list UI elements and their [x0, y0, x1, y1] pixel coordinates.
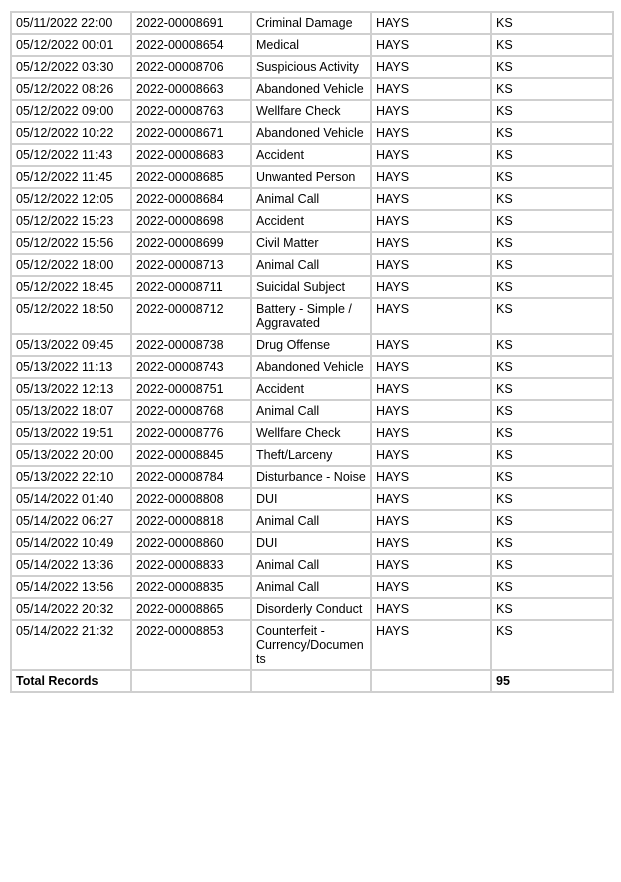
- case-number-cell: 2022-00008835: [131, 576, 251, 598]
- state-cell: KS: [491, 510, 613, 532]
- incident-type-cell: Accident: [251, 210, 371, 232]
- state-cell: KS: [491, 334, 613, 356]
- case-number-cell: 2022-00008663: [131, 78, 251, 100]
- table-row: [11, 510, 613, 532]
- city-cell: HAYS: [371, 576, 491, 598]
- table-row: [11, 166, 613, 188]
- state-cell: KS: [491, 400, 613, 422]
- state-cell: KS: [491, 12, 613, 34]
- incident-type-cell: Animal Call: [251, 188, 371, 210]
- table-row: [11, 576, 613, 598]
- state-cell: KS: [491, 598, 613, 620]
- city-cell: HAYS: [371, 488, 491, 510]
- date-time-cell: 05/11/2022 22:00: [11, 12, 131, 34]
- case-number-cell: 2022-00008712: [131, 298, 251, 334]
- city-cell: HAYS: [371, 466, 491, 488]
- case-number-cell: 2022-00008808: [131, 488, 251, 510]
- date-time-cell: 05/12/2022 18:50: [11, 298, 131, 334]
- table-row: [11, 34, 613, 56]
- incident-type-cell: Animal Call: [251, 400, 371, 422]
- date-time-cell: 05/12/2022 11:43: [11, 144, 131, 166]
- city-cell: HAYS: [371, 188, 491, 210]
- table-row: [11, 466, 613, 488]
- state-cell: KS: [491, 576, 613, 598]
- city-cell: HAYS: [371, 378, 491, 400]
- incident-type-cell: DUI: [251, 488, 371, 510]
- total-records-value: 95: [491, 670, 613, 692]
- table-row: [11, 400, 613, 422]
- incident-type-cell: Suspicious Activity: [251, 56, 371, 78]
- state-cell: KS: [491, 232, 613, 254]
- city-cell: HAYS: [371, 210, 491, 232]
- state-cell: KS: [491, 276, 613, 298]
- date-time-cell: 05/12/2022 09:00: [11, 100, 131, 122]
- state-cell: KS: [491, 144, 613, 166]
- total-records-label: Total Records: [11, 670, 131, 692]
- case-number-cell: 2022-00008699: [131, 232, 251, 254]
- case-number-cell: 2022-00008706: [131, 56, 251, 78]
- city-cell: HAYS: [371, 144, 491, 166]
- case-number-cell: 2022-00008833: [131, 554, 251, 576]
- state-cell: KS: [491, 78, 613, 100]
- city-cell: HAYS: [371, 122, 491, 144]
- case-number-cell: 2022-00008865: [131, 598, 251, 620]
- city-cell: HAYS: [371, 232, 491, 254]
- case-number-cell: 2022-00008711: [131, 276, 251, 298]
- table-row: [11, 356, 613, 378]
- state-cell: KS: [491, 188, 613, 210]
- date-time-cell: 05/13/2022 11:13: [11, 356, 131, 378]
- case-number-cell: 2022-00008853: [131, 620, 251, 670]
- table-row: [11, 254, 613, 276]
- incident-log-table: [10, 11, 614, 693]
- state-cell: KS: [491, 122, 613, 144]
- date-time-cell: 05/12/2022 18:45: [11, 276, 131, 298]
- city-cell: HAYS: [371, 356, 491, 378]
- state-cell: KS: [491, 34, 613, 56]
- date-time-cell: 05/12/2022 00:01: [11, 34, 131, 56]
- date-time-cell: 05/13/2022 09:45: [11, 334, 131, 356]
- date-time-cell: 05/13/2022 20:00: [11, 444, 131, 466]
- date-time-cell: 05/13/2022 18:07: [11, 400, 131, 422]
- incident-type-cell: Disorderly Conduct: [251, 598, 371, 620]
- case-number-cell: 2022-00008743: [131, 356, 251, 378]
- table-row: [11, 210, 613, 232]
- case-number-cell: 2022-00008691: [131, 12, 251, 34]
- incident-type-cell: Animal Call: [251, 554, 371, 576]
- total-records-row: [11, 670, 613, 692]
- state-cell: KS: [491, 100, 613, 122]
- table-row: [11, 298, 613, 334]
- city-cell: HAYS: [371, 78, 491, 100]
- case-number-cell: 2022-00008684: [131, 188, 251, 210]
- table-row: [11, 378, 613, 400]
- state-cell: KS: [491, 210, 613, 232]
- state-cell: KS: [491, 466, 613, 488]
- incident-type-cell: Accident: [251, 378, 371, 400]
- date-time-cell: 05/14/2022 20:32: [11, 598, 131, 620]
- case-number-cell: 2022-00008768: [131, 400, 251, 422]
- date-time-cell: 05/12/2022 08:26: [11, 78, 131, 100]
- city-cell: HAYS: [371, 400, 491, 422]
- city-cell: HAYS: [371, 34, 491, 56]
- state-cell: KS: [491, 254, 613, 276]
- table-row: [11, 488, 613, 510]
- state-cell: KS: [491, 488, 613, 510]
- city-cell: HAYS: [371, 510, 491, 532]
- city-cell: HAYS: [371, 532, 491, 554]
- empty-cell: [251, 670, 371, 692]
- date-time-cell: 05/13/2022 19:51: [11, 422, 131, 444]
- table-row: [11, 620, 613, 670]
- city-cell: HAYS: [371, 422, 491, 444]
- incident-type-cell: Suicidal Subject: [251, 276, 371, 298]
- city-cell: HAYS: [371, 298, 491, 334]
- incident-type-cell: Criminal Damage: [251, 12, 371, 34]
- table-row: [11, 444, 613, 466]
- case-number-cell: 2022-00008685: [131, 166, 251, 188]
- city-cell: HAYS: [371, 12, 491, 34]
- date-time-cell: 05/12/2022 12:05: [11, 188, 131, 210]
- state-cell: KS: [491, 166, 613, 188]
- state-cell: KS: [491, 444, 613, 466]
- incident-type-cell: Unwanted Person: [251, 166, 371, 188]
- incident-type-cell: Battery - Simple / Aggravated: [251, 298, 371, 334]
- date-time-cell: 05/14/2022 10:49: [11, 532, 131, 554]
- table-row: [11, 422, 613, 444]
- incident-type-cell: Medical: [251, 34, 371, 56]
- table-row: [11, 188, 613, 210]
- date-time-cell: 05/14/2022 21:32: [11, 620, 131, 670]
- date-time-cell: 05/12/2022 11:45: [11, 166, 131, 188]
- date-time-cell: 05/12/2022 18:00: [11, 254, 131, 276]
- table-row: [11, 276, 613, 298]
- incident-type-cell: Disturbance - Noise: [251, 466, 371, 488]
- case-number-cell: 2022-00008671: [131, 122, 251, 144]
- table-row: [11, 12, 613, 34]
- table-row: [11, 232, 613, 254]
- date-time-cell: 05/12/2022 03:30: [11, 56, 131, 78]
- case-number-cell: 2022-00008776: [131, 422, 251, 444]
- table-row: [11, 56, 613, 78]
- incident-type-cell: DUI: [251, 532, 371, 554]
- city-cell: HAYS: [371, 334, 491, 356]
- case-number-cell: 2022-00008683: [131, 144, 251, 166]
- table-row: [11, 78, 613, 100]
- city-cell: HAYS: [371, 554, 491, 576]
- incident-log-body: [11, 12, 613, 670]
- case-number-cell: 2022-00008818: [131, 510, 251, 532]
- case-number-cell: 2022-00008654: [131, 34, 251, 56]
- table-row: [11, 554, 613, 576]
- date-time-cell: 05/13/2022 22:10: [11, 466, 131, 488]
- date-time-cell: 05/14/2022 13:56: [11, 576, 131, 598]
- case-number-cell: 2022-00008698: [131, 210, 251, 232]
- date-time-cell: 05/13/2022 12:13: [11, 378, 131, 400]
- table-row: [11, 144, 613, 166]
- date-time-cell: 05/12/2022 15:23: [11, 210, 131, 232]
- date-time-cell: 05/14/2022 13:36: [11, 554, 131, 576]
- city-cell: HAYS: [371, 620, 491, 670]
- state-cell: KS: [491, 620, 613, 670]
- case-number-cell: 2022-00008738: [131, 334, 251, 356]
- state-cell: KS: [491, 554, 613, 576]
- incident-type-cell: Animal Call: [251, 510, 371, 532]
- incident-type-cell: Theft/Larceny: [251, 444, 371, 466]
- incident-type-cell: Abandoned Vehicle: [251, 122, 371, 144]
- city-cell: HAYS: [371, 254, 491, 276]
- table-row: [11, 532, 613, 554]
- case-number-cell: 2022-00008751: [131, 378, 251, 400]
- incident-type-cell: Wellfare Check: [251, 422, 371, 444]
- empty-cell: [131, 670, 251, 692]
- incident-type-cell: Drug Offense: [251, 334, 371, 356]
- city-cell: HAYS: [371, 166, 491, 188]
- case-number-cell: 2022-00008784: [131, 466, 251, 488]
- incident-type-cell: Accident: [251, 144, 371, 166]
- incident-type-cell: Civil Matter: [251, 232, 371, 254]
- empty-cell: [371, 670, 491, 692]
- incident-type-cell: Abandoned Vehicle: [251, 78, 371, 100]
- state-cell: KS: [491, 422, 613, 444]
- case-number-cell: 2022-00008713: [131, 254, 251, 276]
- state-cell: KS: [491, 298, 613, 334]
- table-row: [11, 334, 613, 356]
- table-row: [11, 122, 613, 144]
- state-cell: KS: [491, 378, 613, 400]
- city-cell: HAYS: [371, 56, 491, 78]
- date-time-cell: 05/14/2022 06:27: [11, 510, 131, 532]
- city-cell: HAYS: [371, 276, 491, 298]
- date-time-cell: 05/12/2022 15:56: [11, 232, 131, 254]
- case-number-cell: 2022-00008845: [131, 444, 251, 466]
- city-cell: HAYS: [371, 598, 491, 620]
- date-time-cell: 05/12/2022 10:22: [11, 122, 131, 144]
- state-cell: KS: [491, 56, 613, 78]
- incident-type-cell: Wellfare Check: [251, 100, 371, 122]
- incident-type-cell: Animal Call: [251, 576, 371, 598]
- case-number-cell: 2022-00008860: [131, 532, 251, 554]
- state-cell: KS: [491, 356, 613, 378]
- date-time-cell: 05/14/2022 01:40: [11, 488, 131, 510]
- city-cell: HAYS: [371, 100, 491, 122]
- state-cell: KS: [491, 532, 613, 554]
- incident-type-cell: Animal Call: [251, 254, 371, 276]
- table-row: [11, 598, 613, 620]
- incident-type-cell: Abandoned Vehicle: [251, 356, 371, 378]
- table-row: [11, 100, 613, 122]
- incident-type-cell: Counterfeit - Currency/Documents: [251, 620, 371, 670]
- city-cell: HAYS: [371, 444, 491, 466]
- case-number-cell: 2022-00008763: [131, 100, 251, 122]
